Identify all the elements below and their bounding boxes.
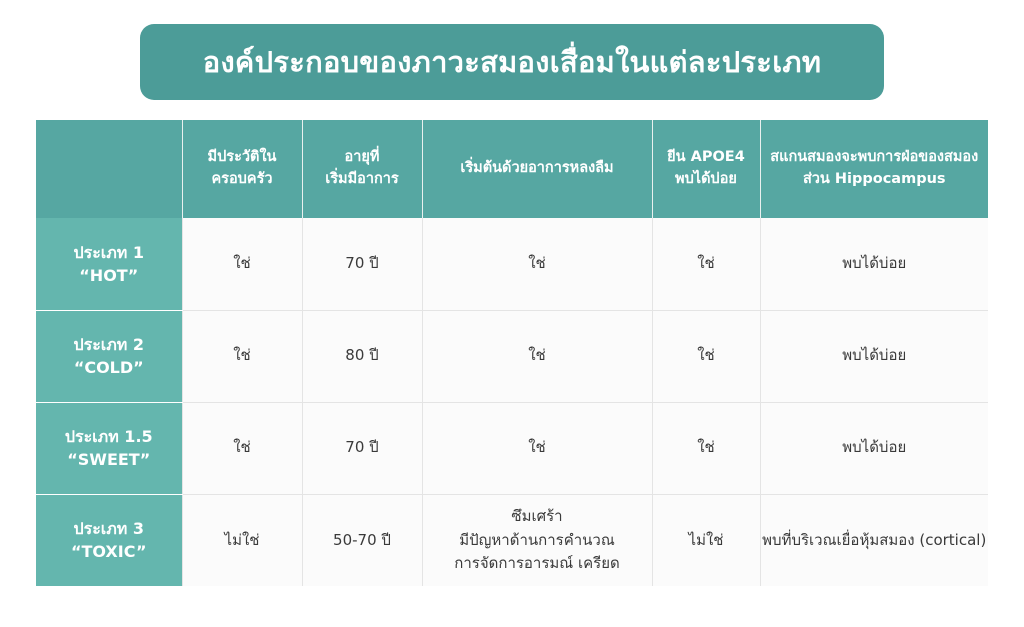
- cell-onset-age: [302, 402, 422, 494]
- cell-onset-age: [302, 310, 422, 402]
- cell-line: ใช่: [528, 346, 546, 365]
- cell-memory-onset: [422, 402, 652, 494]
- row-label-line: ประเภท 3: [73, 519, 145, 539]
- cell-line: 70 ปี: [345, 254, 379, 273]
- cell-family-history: [182, 310, 302, 402]
- column-header-apoe4: [652, 120, 760, 218]
- cell-family-history: [182, 402, 302, 494]
- row-label-type-3: [36, 494, 182, 586]
- cell-brain-scan: [760, 494, 988, 586]
- column-header-memory-onset: [422, 120, 652, 218]
- header-row: [36, 120, 988, 218]
- cell-line: ใช่: [233, 346, 251, 365]
- cell-line: พบได้บ่อย: [842, 254, 907, 273]
- row-label-type-1-5: [36, 402, 182, 494]
- header-line: เริ่มมีอาการ: [325, 171, 399, 187]
- header-line: ครอบครัว: [211, 171, 273, 187]
- table-corner-cell: [36, 120, 182, 218]
- cell-line: ใช่: [697, 438, 715, 457]
- row-label-line: “HOT”: [79, 265, 139, 285]
- column-header-onset-age: [302, 120, 422, 218]
- cell-line: ใช่: [697, 346, 715, 365]
- row-label-type-1: [36, 218, 182, 310]
- cell-line: ไม่ใช่: [688, 530, 724, 549]
- cell-apoe4: [652, 402, 760, 494]
- cell-memory-onset: [422, 310, 652, 402]
- cell-line: 50-70 ปี: [333, 530, 391, 549]
- row-label-line: ประเภท 2: [73, 334, 145, 354]
- column-header-family-history: [182, 120, 302, 218]
- row-label-line: “SWEET”: [67, 450, 151, 469]
- cell-line: ใช่: [233, 254, 251, 273]
- table-row: [36, 494, 988, 586]
- cell-apoe4: [652, 310, 760, 402]
- table-header: [36, 120, 988, 218]
- row-label-line: “COLD”: [73, 358, 144, 377]
- table-row: [36, 402, 988, 494]
- header-line: เริ่มต้นด้วยอาการหลงลืม: [460, 160, 614, 177]
- title-banner: [140, 24, 884, 100]
- cell-brain-scan: [760, 310, 988, 402]
- cell-family-history: [182, 494, 302, 586]
- cell-onset-age: [302, 494, 422, 586]
- page-title: องค์ประกอบของภาวะสมองเสื่อมในแต่ละประเภท: [202, 44, 822, 79]
- row-label-line: ประเภท 1.5: [64, 426, 153, 446]
- row-label-line: “TOXIC”: [70, 542, 147, 562]
- cell-apoe4: [652, 494, 760, 586]
- cell-brain-scan: [760, 218, 988, 310]
- header-line: พบได้บ่อย: [675, 171, 737, 187]
- cell-apoe4: [652, 218, 760, 310]
- cell-family-history: [182, 218, 302, 310]
- cell-line: ใช่: [528, 254, 546, 273]
- header-line: มีประวัติใน: [207, 149, 277, 166]
- cell-line: พบได้บ่อย: [842, 438, 907, 457]
- header-line: ยีน APOE4: [667, 149, 745, 166]
- comparison-table: [36, 120, 988, 586]
- cell-line: ซึมเศร้า: [511, 507, 563, 526]
- cell-line: ไม่ใช่: [224, 530, 260, 549]
- column-header-brain-scan: [760, 120, 988, 218]
- cell-line: มีปัญหาด้านการคำนวณ: [459, 530, 615, 549]
- cell-line: ใช่: [233, 438, 251, 457]
- cell-line: 80 ปี: [345, 346, 379, 365]
- header-line: สแกนสมองจะพบการฝ่อของสมอง: [770, 149, 979, 166]
- cell-line: การจัดการอารมณ์ เครียด: [454, 553, 620, 572]
- row-label-type-2: [36, 310, 182, 402]
- row-label-line: ประเภท 1: [73, 242, 145, 262]
- table-body: [36, 218, 988, 586]
- cell-line: พบที่บริเวณเยื่อหุ้มสมอง (cortical): [762, 530, 987, 549]
- cell-memory-onset: [422, 218, 652, 310]
- cell-line: ใช่: [697, 254, 715, 273]
- cell-onset-age: [302, 218, 422, 310]
- cell-line: พบได้บ่อย: [842, 346, 907, 365]
- cell-brain-scan: [760, 402, 988, 494]
- header-line: อายุที่: [344, 149, 380, 166]
- cell-line: ใช่: [528, 438, 546, 457]
- comparison-table-container: [36, 120, 988, 586]
- cell-memory-onset: [422, 494, 652, 586]
- header-line: ส่วน Hippocampus: [802, 171, 946, 187]
- table-row: [36, 218, 988, 310]
- cell-line: 70 ปี: [345, 438, 379, 457]
- table-row: [36, 310, 988, 402]
